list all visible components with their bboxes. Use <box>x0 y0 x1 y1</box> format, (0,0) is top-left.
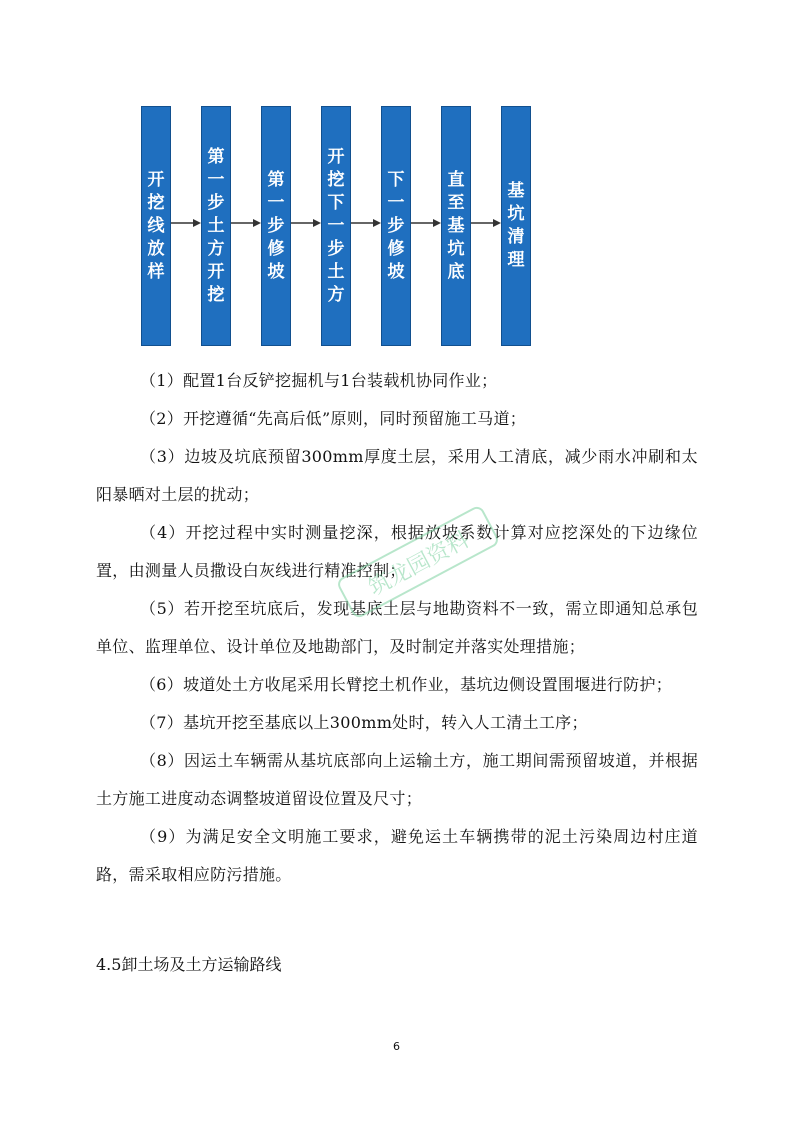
flow-step-4: 开挖下一步土方 <box>321 106 351 346</box>
flow-arrow-6 <box>471 216 501 230</box>
paragraph-1: （1）配置1台反铲挖掘机与1台装载机协同作业； <box>140 371 498 390</box>
body-text <box>96 362 698 894</box>
process-flowchart <box>0 0 793 360</box>
flow-step-5: 下一步修坡 <box>381 106 411 346</box>
paragraph-6: （6）坡道处土方收尾采用长臂挖土机作业，基坑边侧设置围堰进行防护； <box>140 675 673 694</box>
section-heading: 4.5卸土场及土方运输路线 <box>96 955 282 974</box>
flow-arrow-1 <box>171 216 201 230</box>
flow-step-3: 第一步修坡 <box>261 106 291 346</box>
paragraph-9: （9）为满足安全文明施工要求，避免运土车辆携带的泥土污染周边村庄道路，需采取相应防污措施。 <box>96 827 698 884</box>
flow-arrow-2 <box>231 216 261 230</box>
paragraph-3: （3）边坡及坑底预留300mm厚度土层，采用人工清底，减少雨水冲刷和太阳暴晒对土层的扰动； <box>96 447 698 504</box>
flow-step-7: 基坑清理 <box>501 106 531 346</box>
paragraph-5: （5）若开挖至坑底后，发现基底土层与地勘资料不一致，需立即通知总承包单位、监理单位、设计单位及地勘部门，及时制定并落实处理措施； <box>96 599 698 656</box>
flow-arrow-3 <box>291 216 321 230</box>
flow-step-6: 直至基坑底 <box>441 106 471 346</box>
paragraph-2: （2）开挖遵循“先高后低”原则，同时预留施工马道； <box>140 409 527 428</box>
paragraph-4: （4）开挖过程中实时测量挖深，根据放坡系数计算对应挖深处的下边缘位置，由测量人员撒设白灰线进行精准控制； <box>96 523 698 580</box>
paragraph-7: （7）基坑开挖至基底以上300mm处时，转入人工清土工序； <box>140 713 588 732</box>
flow-arrow-5 <box>411 216 441 230</box>
flow-step-1: 开挖线放样 <box>141 106 171 346</box>
flow-step-2: 第一步土方开挖 <box>201 106 231 346</box>
paragraph-8: （8）因运土车辆需从基坑底部向上运输土方，施工期间需预留坡道，并根据土方施工进度动态调整坡道留设位置及尺寸； <box>96 751 698 808</box>
flow-arrow-4 <box>351 216 381 230</box>
watermark-stamp: 筑龙园资料 <box>335 504 500 620</box>
page-number: 6 <box>393 1040 400 1053</box>
